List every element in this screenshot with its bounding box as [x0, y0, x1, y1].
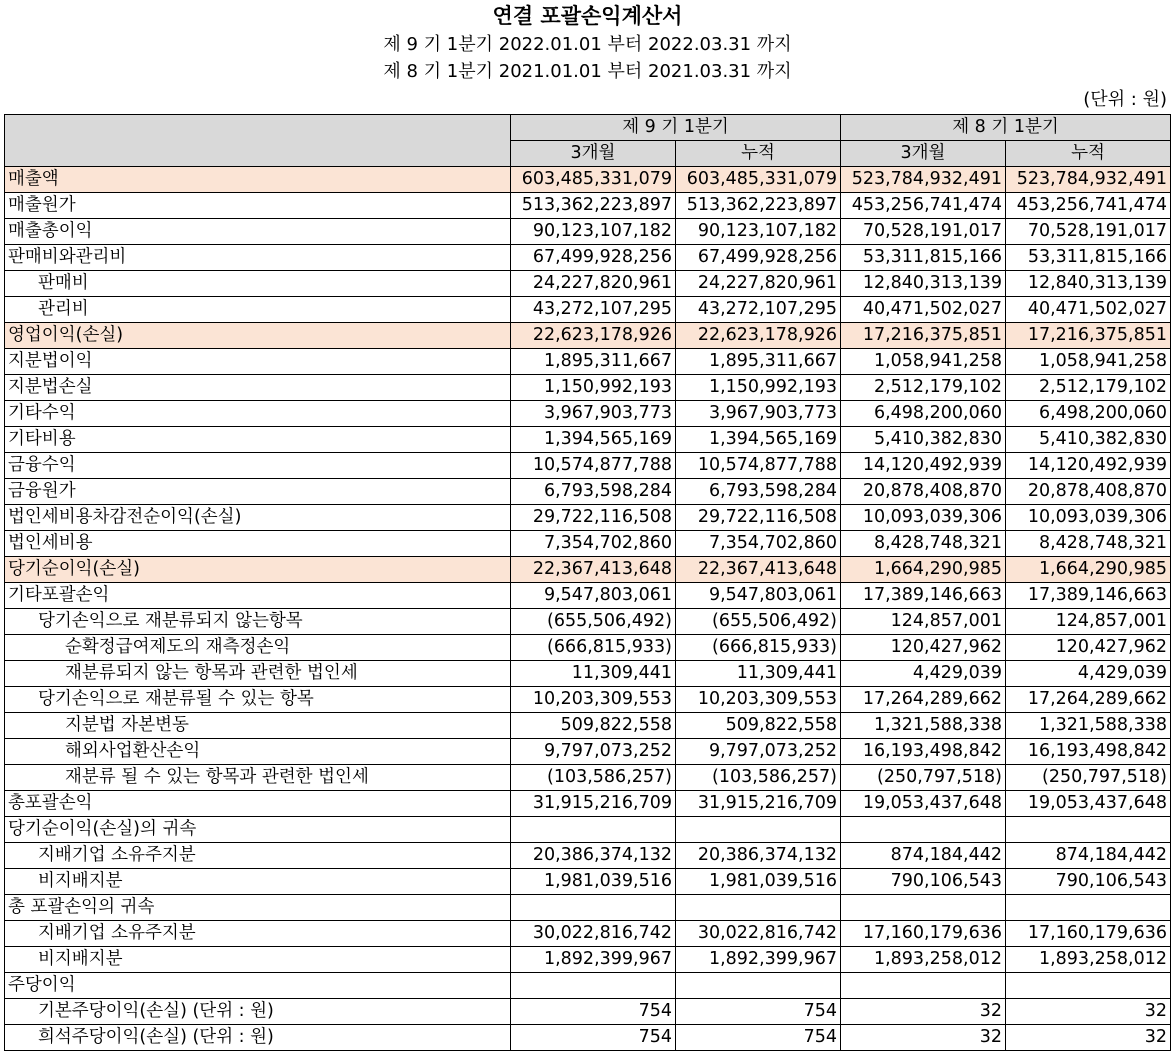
value-current-cumulative: 10,574,877,788 [676, 453, 841, 479]
prior-period-line: 제 8 기 1분기 2021.01.01 부터 2021.03.31 까지 [383, 61, 792, 82]
value-current-three-months: 6,793,598,284 [511, 479, 676, 505]
value-prior-cumulative: 17,389,146,663 [1006, 583, 1171, 609]
value-prior-cumulative: 2,512,179,102 [1006, 375, 1171, 401]
value-current-three-months: 67,499,928,256 [511, 245, 676, 271]
value-prior-cumulative: 790,106,543 [1006, 869, 1171, 895]
value-current-three-months: 11,309,441 [511, 661, 676, 687]
value-current-three-months: 43,272,107,295 [511, 297, 676, 323]
value-current-three-months: 1,892,399,967 [511, 947, 676, 973]
header-current-period: 제 9 기 1분기 [511, 115, 841, 141]
value-current-cumulative [676, 895, 841, 921]
value-prior-three-months: 124,857,001 [841, 609, 1006, 635]
table-row [5, 531, 1171, 557]
value-prior-cumulative: 32 [1006, 1025, 1171, 1051]
statement-title: 연결 포괄손익계산서 [492, 4, 683, 28]
table-body [5, 167, 1171, 1051]
row-label: 기타수익 [5, 401, 511, 427]
value-prior-three-months: 17,216,375,851 [841, 323, 1006, 349]
value-current-cumulative: 9,797,073,252 [676, 739, 841, 765]
value-prior-three-months: 1,893,258,012 [841, 947, 1006, 973]
value-current-cumulative: 1,394,565,169 [676, 427, 841, 453]
row-label: 당기손익으로 재분류될 수 있는 항목 [5, 687, 511, 713]
value-current-cumulative: 1,892,399,967 [676, 947, 841, 973]
table-row [5, 817, 1171, 843]
row-label: 판매비와관리비 [5, 245, 511, 271]
header-current-cumulative: 누적 [676, 141, 841, 167]
value-prior-three-months: 70,528,191,017 [841, 219, 1006, 245]
table-row [5, 297, 1171, 323]
value-prior-three-months: 32 [841, 1025, 1006, 1051]
table-row [5, 453, 1171, 479]
row-label: 총 포괄손익의 귀속 [5, 895, 511, 921]
value-current-three-months: 29,722,116,508 [511, 505, 676, 531]
row-label: 법인세비용 [5, 531, 511, 557]
value-prior-cumulative: 16,193,498,842 [1006, 739, 1171, 765]
table-row [5, 739, 1171, 765]
value-prior-three-months: 10,093,039,306 [841, 505, 1006, 531]
header-corner-cell [5, 115, 511, 167]
value-prior-cumulative: 32 [1006, 999, 1171, 1025]
value-current-cumulative: 11,309,441 [676, 661, 841, 687]
row-label: 당기손익으로 재분류되지 않는항목 [5, 609, 511, 635]
value-current-three-months: 1,895,311,667 [511, 349, 676, 375]
value-prior-three-months: 874,184,442 [841, 843, 1006, 869]
value-prior-three-months: (250,797,518) [841, 765, 1006, 791]
income-statement-table [4, 114, 1171, 1051]
value-prior-cumulative: 874,184,442 [1006, 843, 1171, 869]
row-label: 영업이익(손실) [5, 323, 511, 349]
table-row [5, 869, 1171, 895]
value-current-three-months [511, 973, 676, 999]
header-prior-period: 제 8 기 1분기 [841, 115, 1171, 141]
row-label: 금융원가 [5, 479, 511, 505]
value-current-cumulative: 3,967,903,773 [676, 401, 841, 427]
table-header [5, 115, 1171, 167]
value-current-cumulative: 10,203,309,553 [676, 687, 841, 713]
table-row [5, 765, 1171, 791]
value-current-three-months: 7,354,702,860 [511, 531, 676, 557]
value-prior-cumulative: 523,784,932,491 [1006, 167, 1171, 193]
value-prior-three-months [841, 973, 1006, 999]
value-prior-three-months: 8,428,748,321 [841, 531, 1006, 557]
value-prior-cumulative: 1,893,258,012 [1006, 947, 1171, 973]
value-prior-cumulative: 6,498,200,060 [1006, 401, 1171, 427]
value-prior-cumulative: 120,427,962 [1006, 635, 1171, 661]
value-current-cumulative: 1,895,311,667 [676, 349, 841, 375]
value-current-cumulative: 20,386,374,132 [676, 843, 841, 869]
row-label: 당기순이익(손실)의 귀속 [5, 817, 511, 843]
table-row [5, 973, 1171, 999]
unit-label: (단위 : 원) [1083, 89, 1167, 110]
value-current-three-months: (103,586,257) [511, 765, 676, 791]
row-label: 기타비용 [5, 427, 511, 453]
value-prior-three-months: 1,664,290,985 [841, 557, 1006, 583]
value-prior-three-months: 40,471,502,027 [841, 297, 1006, 323]
value-prior-cumulative: 12,840,313,139 [1006, 271, 1171, 297]
value-current-cumulative: 9,547,803,061 [676, 583, 841, 609]
row-label: 비지배지분 [5, 947, 511, 973]
value-current-cumulative: 31,915,216,709 [676, 791, 841, 817]
value-current-three-months: (666,815,933) [511, 635, 676, 661]
value-prior-three-months [841, 817, 1006, 843]
row-label: 지배기업 소유주지분 [5, 843, 511, 869]
row-label: 법인세비용차감전순이익(손실) [5, 505, 511, 531]
value-prior-three-months: 453,256,741,474 [841, 193, 1006, 219]
row-label: 금융수익 [5, 453, 511, 479]
row-label: 기타포괄손익 [5, 583, 511, 609]
value-current-three-months: 1,394,565,169 [511, 427, 676, 453]
header-row-period [5, 115, 1171, 141]
value-current-three-months: 9,797,073,252 [511, 739, 676, 765]
value-prior-three-months: 17,389,146,663 [841, 583, 1006, 609]
table-row [5, 427, 1171, 453]
table-row [5, 947, 1171, 973]
row-label: 지분법 자본변동 [5, 713, 511, 739]
table-row [5, 479, 1171, 505]
value-prior-cumulative: 8,428,748,321 [1006, 531, 1171, 557]
value-prior-three-months: 6,498,200,060 [841, 401, 1006, 427]
row-label: 매출액 [5, 167, 511, 193]
value-prior-three-months: 17,160,179,636 [841, 921, 1006, 947]
value-current-cumulative [676, 817, 841, 843]
value-prior-three-months: 523,784,932,491 [841, 167, 1006, 193]
value-current-cumulative: 754 [676, 1025, 841, 1051]
table-row [5, 791, 1171, 817]
row-label: 당기순이익(손실) [5, 557, 511, 583]
table-row [5, 713, 1171, 739]
value-prior-cumulative: 40,471,502,027 [1006, 297, 1171, 323]
value-current-cumulative: 509,822,558 [676, 713, 841, 739]
table-row [5, 895, 1171, 921]
value-prior-cumulative: 14,120,492,939 [1006, 453, 1171, 479]
row-label: 총포괄손익 [5, 791, 511, 817]
value-prior-cumulative: 124,857,001 [1006, 609, 1171, 635]
value-prior-three-months: 16,193,498,842 [841, 739, 1006, 765]
value-prior-cumulative: 1,321,588,338 [1006, 713, 1171, 739]
value-current-three-months [511, 895, 676, 921]
value-prior-cumulative: 53,311,815,166 [1006, 245, 1171, 271]
value-current-cumulative: (103,586,257) [676, 765, 841, 791]
table-row [5, 1025, 1171, 1051]
value-prior-cumulative: 1,664,290,985 [1006, 557, 1171, 583]
row-label: 관리비 [5, 297, 511, 323]
value-current-three-months: 509,822,558 [511, 713, 676, 739]
value-current-cumulative: 754 [676, 999, 841, 1025]
row-label: 순확정급여제도의 재측정손익 [5, 635, 511, 661]
row-label: 매출총이익 [5, 219, 511, 245]
table-row [5, 583, 1171, 609]
value-prior-three-months: 12,840,313,139 [841, 271, 1006, 297]
row-label: 재분류 될 수 있는 항목과 관련한 법인세 [5, 765, 511, 791]
value-current-three-months: 754 [511, 999, 676, 1025]
value-current-cumulative: 1,150,992,193 [676, 375, 841, 401]
value-prior-cumulative [1006, 817, 1171, 843]
value-current-cumulative: 603,485,331,079 [676, 167, 841, 193]
header-prior-three-months: 3개월 [841, 141, 1006, 167]
value-prior-three-months: 19,053,437,648 [841, 791, 1006, 817]
row-label: 지분법손실 [5, 375, 511, 401]
value-prior-cumulative: 20,878,408,870 [1006, 479, 1171, 505]
row-label: 판매비 [5, 271, 511, 297]
value-current-cumulative: 24,227,820,961 [676, 271, 841, 297]
value-current-three-months [511, 817, 676, 843]
value-current-three-months: 20,386,374,132 [511, 843, 676, 869]
table-row [5, 635, 1171, 661]
value-current-three-months: 24,227,820,961 [511, 271, 676, 297]
value-prior-cumulative: 10,093,039,306 [1006, 505, 1171, 531]
value-current-three-months: 22,367,413,648 [511, 557, 676, 583]
value-prior-cumulative [1006, 895, 1171, 921]
table-row [5, 999, 1171, 1025]
value-prior-three-months: 20,878,408,870 [841, 479, 1006, 505]
table-row [5, 609, 1171, 635]
value-current-cumulative: 43,272,107,295 [676, 297, 841, 323]
table-row [5, 505, 1171, 531]
table-row [5, 323, 1171, 349]
row-label: 해외사업환산손익 [5, 739, 511, 765]
value-current-three-months: 22,623,178,926 [511, 323, 676, 349]
row-label: 비지배지분 [5, 869, 511, 895]
value-current-three-months: 9,547,803,061 [511, 583, 676, 609]
value-current-cumulative: 513,362,223,897 [676, 193, 841, 219]
value-prior-cumulative: 70,528,191,017 [1006, 219, 1171, 245]
value-prior-three-months: 5,410,382,830 [841, 427, 1006, 453]
value-prior-three-months: 17,264,289,662 [841, 687, 1006, 713]
value-prior-cumulative: 4,429,039 [1006, 661, 1171, 687]
table-row [5, 661, 1171, 687]
value-current-three-months: 1,150,992,193 [511, 375, 676, 401]
row-label: 기본주당이익(손실) (단위 : 원) [5, 999, 511, 1025]
row-label: 지배기업 소유주지분 [5, 921, 511, 947]
value-prior-three-months: 14,120,492,939 [841, 453, 1006, 479]
table-row [5, 687, 1171, 713]
row-label: 매출원가 [5, 193, 511, 219]
value-current-cumulative: 29,722,116,508 [676, 505, 841, 531]
value-prior-cumulative: 17,216,375,851 [1006, 323, 1171, 349]
value-prior-cumulative: 19,053,437,648 [1006, 791, 1171, 817]
value-current-cumulative: 67,499,928,256 [676, 245, 841, 271]
table-row [5, 219, 1171, 245]
row-label: 주당이익 [5, 973, 511, 999]
value-current-three-months: 1,981,039,516 [511, 869, 676, 895]
value-current-three-months: 30,022,816,742 [511, 921, 676, 947]
value-current-three-months: 513,362,223,897 [511, 193, 676, 219]
row-label: 희석주당이익(손실) (단위 : 원) [5, 1025, 511, 1051]
table-row [5, 557, 1171, 583]
value-current-cumulative: 22,367,413,648 [676, 557, 841, 583]
table-row [5, 401, 1171, 427]
value-prior-three-months [841, 895, 1006, 921]
value-prior-three-months: 790,106,543 [841, 869, 1006, 895]
value-current-cumulative: 7,354,702,860 [676, 531, 841, 557]
row-label: 지분법이익 [5, 349, 511, 375]
value-prior-cumulative: 17,160,179,636 [1006, 921, 1171, 947]
value-prior-cumulative: (250,797,518) [1006, 765, 1171, 791]
value-current-three-months: (655,506,492) [511, 609, 676, 635]
value-current-three-months: 31,915,216,709 [511, 791, 676, 817]
table-row [5, 245, 1171, 271]
value-prior-three-months: 1,058,941,258 [841, 349, 1006, 375]
value-prior-cumulative: 453,256,741,474 [1006, 193, 1171, 219]
value-prior-three-months: 53,311,815,166 [841, 245, 1006, 271]
value-current-cumulative: 90,123,107,182 [676, 219, 841, 245]
value-current-cumulative: 1,981,039,516 [676, 869, 841, 895]
value-current-three-months: 603,485,331,079 [511, 167, 676, 193]
value-current-three-months: 3,967,903,773 [511, 401, 676, 427]
value-current-three-months: 90,123,107,182 [511, 219, 676, 245]
value-current-three-months: 754 [511, 1025, 676, 1051]
value-current-cumulative: 30,022,816,742 [676, 921, 841, 947]
value-current-three-months: 10,574,877,788 [511, 453, 676, 479]
value-prior-cumulative: 5,410,382,830 [1006, 427, 1171, 453]
value-current-three-months: 10,203,309,553 [511, 687, 676, 713]
value-prior-three-months: 1,321,588,338 [841, 713, 1006, 739]
table-row [5, 375, 1171, 401]
value-current-cumulative: (655,506,492) [676, 609, 841, 635]
value-prior-three-months: 32 [841, 999, 1006, 1025]
value-current-cumulative: (666,815,933) [676, 635, 841, 661]
table-row [5, 349, 1171, 375]
value-prior-cumulative [1006, 973, 1171, 999]
value-prior-three-months: 4,429,039 [841, 661, 1006, 687]
current-period-line: 제 9 기 1분기 2022.01.01 부터 2022.03.31 까지 [383, 34, 792, 55]
value-prior-three-months: 2,512,179,102 [841, 375, 1006, 401]
value-current-cumulative: 6,793,598,284 [676, 479, 841, 505]
value-prior-cumulative: 17,264,289,662 [1006, 687, 1171, 713]
value-prior-three-months: 120,427,962 [841, 635, 1006, 661]
header-prior-cumulative: 누적 [1006, 141, 1171, 167]
table-row [5, 921, 1171, 947]
table-row [5, 193, 1171, 219]
table-row [5, 843, 1171, 869]
value-current-cumulative [676, 973, 841, 999]
row-label: 재분류되지 않는 항목과 관련한 법인세 [5, 661, 511, 687]
table-row [5, 167, 1171, 193]
value-current-cumulative: 22,623,178,926 [676, 323, 841, 349]
table-row [5, 271, 1171, 297]
value-prior-cumulative: 1,058,941,258 [1006, 349, 1171, 375]
header-current-three-months: 3개월 [511, 141, 676, 167]
